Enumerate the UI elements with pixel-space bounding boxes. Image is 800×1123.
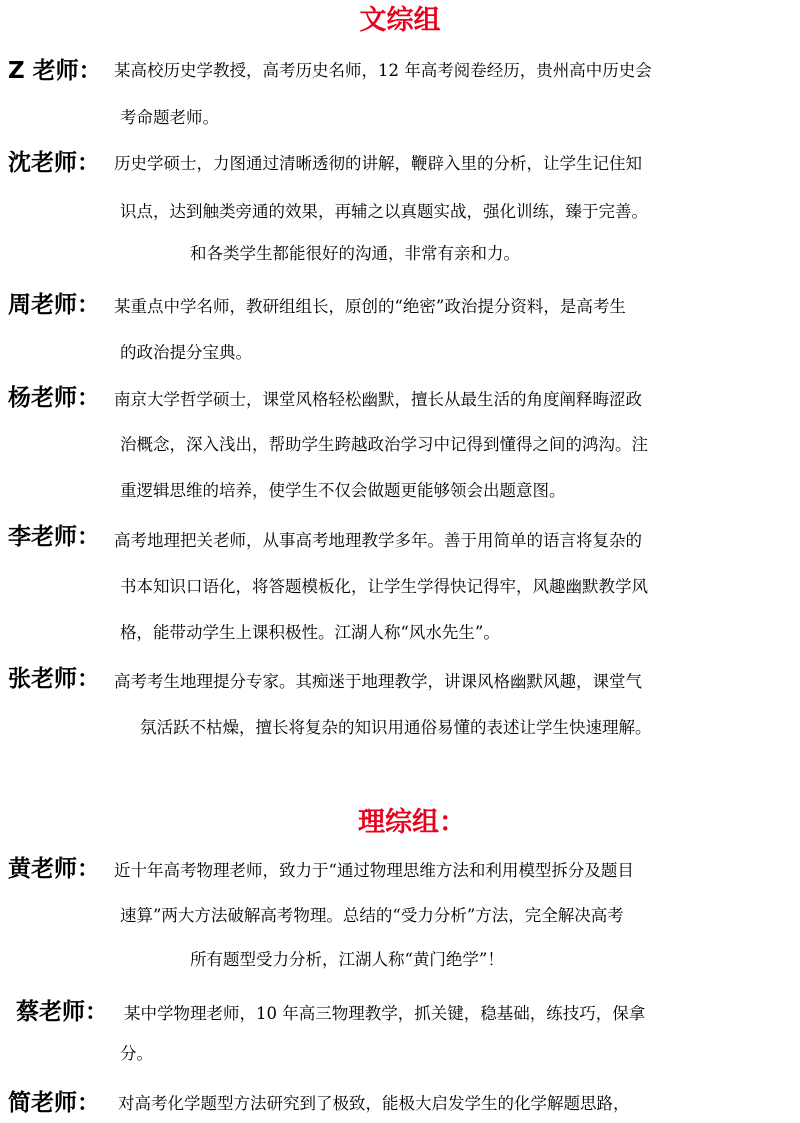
bio-line: 和各类学生都能很好的沟通，非常有亲和力。 <box>190 244 520 263</box>
bio-line: 南京大学哲学硕士，课堂风格轻松幽默，擅长从最生活的角度阐释晦涩政 <box>114 390 642 409</box>
bio-line: 重逻辑思维的培养，使学生不仅会做题更能够领会出题意图。 <box>120 481 566 500</box>
bio-line: 所有题型受力分析，江湖人称“黄门绝学”！ <box>190 950 504 969</box>
bio-line: 考命题老师。 <box>120 108 219 127</box>
bio-line: 对高考化学题型方法研究到了极致，能极大启发学生的化学解题思路， <box>118 1094 630 1113</box>
teacher-name: 蔡老师： <box>16 999 108 1025</box>
bio-line: 高考考生地理提分专家。其痴迷于地理教学，讲课风格幽默风趣，课堂气 <box>114 672 642 691</box>
bio-line: 的政治提分宝典。 <box>120 343 252 362</box>
bio-line: 某高校历史学教授，高考历史名师，12 年高考阅卷经历，贵州高中历史会 <box>114 61 652 80</box>
bio-line: 氛活跃不枯燥，擅长将复杂的知识用通俗易懂的表述让学生快速理解。 <box>140 718 652 737</box>
teacher-name: 简老师： <box>8 1090 100 1116</box>
bio-line: 某重点中学名师，教研组组长，原创的“绝密”政治提分资料，是高考生 <box>114 297 626 316</box>
section-title-liberal-arts: 文综组 <box>359 5 441 36</box>
section-title-science: 理综组： <box>358 807 466 838</box>
bio-line: 某中学物理老师，10 年高三物理教学，抓关键，稳基础，练技巧，保拿 <box>124 1004 646 1023</box>
teacher-name: Z 老师： <box>8 58 102 84</box>
bio-line: 治概念，深入浅出，帮助学生跨越政治学习中记得到懂得之间的鸿沟。注 <box>120 435 648 454</box>
teacher-name: 张老师： <box>8 666 100 692</box>
teacher-name: 黄老师： <box>8 856 100 882</box>
teacher-name: 李老师： <box>8 524 100 550</box>
bio-line: 格，能带动学生上课积极性。江湖人称“风水先生”。 <box>120 623 500 642</box>
teacher-name: 沈老师： <box>8 150 100 176</box>
teacher-name: 周老师： <box>8 292 100 318</box>
bio-line: 速算”两大方法破解高考物理。总结的“受力分析”方法，完全解决高考 <box>120 906 624 925</box>
bio-line: 历史学硕士，力图通过清晰透彻的讲解，鞭辟入里的分析，让学生记住知 <box>114 154 642 173</box>
bio-line: 书本知识口语化，将答题模板化，让学生学得快记得牢，风趣幽默教学风 <box>120 577 648 596</box>
teacher-name: 杨老师： <box>8 385 100 411</box>
bio-line: 近十年高考物理老师，致力于“通过物理思维方法和利用模型拆分及题目 <box>114 861 634 880</box>
bio-line: 识点，达到触类旁通的效果，再辅之以真题实战，强化训练，臻于完善。 <box>120 202 648 221</box>
bio-line: 分。 <box>120 1044 153 1063</box>
bio-line: 高考地理把关老师，从事高考地理教学多年。善于用简单的语言将复杂的 <box>114 531 642 550</box>
